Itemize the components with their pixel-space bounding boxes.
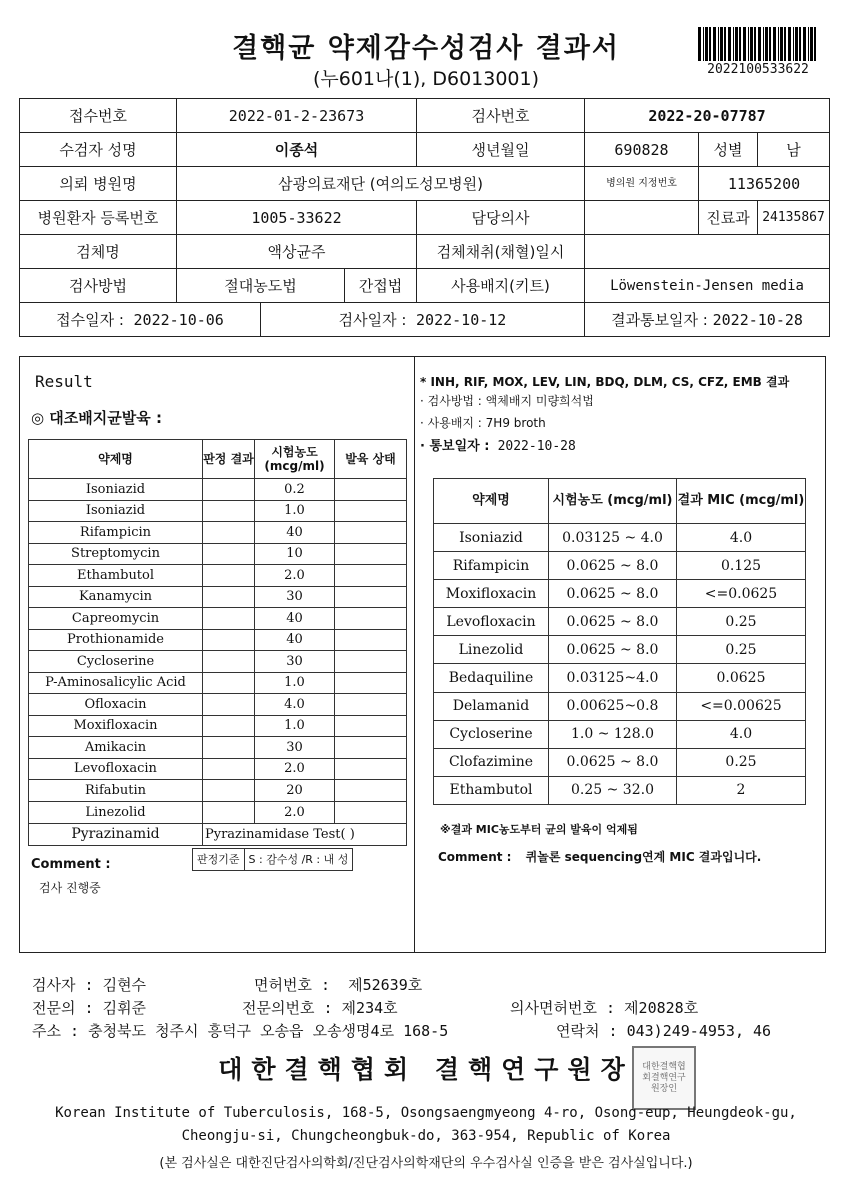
patient-name: 이종석 bbox=[177, 133, 417, 167]
absolute-concentration-table bbox=[28, 439, 407, 824]
received-label: 접수일자 : bbox=[56, 311, 124, 329]
tested-date-cell bbox=[261, 303, 585, 337]
table-row bbox=[434, 524, 806, 552]
cell-conc: 30 bbox=[255, 651, 335, 673]
specimen-value: 액상균주 bbox=[177, 235, 417, 269]
specimen-label: 검체명 bbox=[20, 235, 177, 269]
absolute-concentration-rows bbox=[29, 479, 407, 824]
specialist-no-label: 전문의번호 : bbox=[242, 999, 333, 1017]
reported-label: 결과통보일자 : bbox=[611, 311, 708, 329]
doctor-value bbox=[585, 201, 699, 235]
organization-name: 대한결핵협회 결핵연구원장 bbox=[218, 1055, 634, 1084]
doctor-license-line bbox=[510, 997, 698, 1018]
address-label: 주소 : bbox=[32, 1022, 80, 1040]
control-growth-title: ◎ 대조배지균발육 : bbox=[31, 409, 162, 427]
table-row bbox=[29, 651, 407, 673]
received-date: 2022-10-06 bbox=[133, 311, 224, 329]
cell-drug: Ofloxacin bbox=[29, 694, 203, 716]
cell-growth bbox=[335, 629, 407, 651]
cell-growth bbox=[335, 737, 407, 759]
cell-growth bbox=[335, 694, 407, 716]
address-value: 충청북도 청주시 흥덕구 오송읍 오송생명4로 168-5 bbox=[88, 1022, 449, 1040]
sex-label: 성별 bbox=[699, 133, 758, 167]
mic-report-date: 2022-10-28 bbox=[497, 439, 576, 454]
table-row bbox=[29, 500, 407, 522]
pza-drug: Pyrazinamid bbox=[29, 824, 203, 846]
mic-table bbox=[433, 478, 806, 805]
mic-cell-conc: 0.0625 ~ 8.0 bbox=[549, 636, 677, 664]
cell-drug: Capreomycin bbox=[29, 608, 203, 630]
col-drug-header: 약제명 bbox=[29, 440, 203, 479]
mic-cell-drug: Delamanid bbox=[434, 692, 549, 720]
judge-value: S : 감수성 /R : 내 성 bbox=[248, 853, 349, 866]
mic-cell-drug: Bedaquiline bbox=[434, 664, 549, 692]
cell-result bbox=[203, 651, 255, 673]
mic-cell-drug: Clofazimine bbox=[434, 748, 549, 776]
patient-name-label: 수검자 성명 bbox=[20, 133, 177, 167]
cell-drug: Isoniazid bbox=[29, 500, 203, 522]
table-row bbox=[29, 565, 407, 587]
cell-result bbox=[203, 801, 255, 823]
cell-conc: 40 bbox=[255, 522, 335, 544]
mic-medium: · 사용배지 : 7H9 broth bbox=[420, 416, 546, 430]
hospital-name: 삼광의료재단 (여의도성모병원) bbox=[177, 167, 585, 201]
col-growth-header: 발육 상태 bbox=[335, 440, 407, 479]
hospital-id-label: 병의원 지정번호 bbox=[585, 167, 699, 201]
specialist-line bbox=[32, 997, 146, 1018]
mic-cell-conc: 0.0625 ~ 8.0 bbox=[549, 580, 677, 608]
table-row bbox=[29, 737, 407, 759]
reported-date: 2022-10-28 bbox=[712, 311, 803, 329]
sex-value: 남 bbox=[758, 133, 830, 167]
table-row bbox=[29, 801, 407, 823]
cell-drug: Levofloxacin bbox=[29, 758, 203, 780]
comment-label-right: Comment : bbox=[438, 850, 512, 864]
mic-cell-mic: 2 bbox=[677, 776, 806, 804]
license-no: 제52639호 bbox=[348, 976, 423, 994]
comment-right bbox=[438, 848, 761, 865]
cell-conc: 30 bbox=[255, 586, 335, 608]
mic-note: ※결과 MIC농도부터 균의 발육이 억제됨 bbox=[440, 823, 638, 836]
tester-name: 김현수 bbox=[102, 976, 147, 994]
contact-value: 043)249-4953, 46 bbox=[626, 1022, 772, 1040]
tester-label: 검사자 : bbox=[32, 976, 94, 994]
receipt-no: 2022-01-2-23673 bbox=[177, 99, 417, 133]
mic-cell-conc: 0.03125 ~ 4.0 bbox=[549, 524, 677, 552]
doctor-license-label: 의사면허번호 : bbox=[510, 999, 616, 1017]
cell-conc: 0.2 bbox=[255, 479, 335, 501]
mic-method: · 검사방법 : 액체배지 미량희석법 bbox=[420, 394, 594, 408]
dept-value: 24135867 bbox=[758, 201, 830, 235]
cell-growth bbox=[335, 758, 407, 780]
mic-cell-mic: 4.0 bbox=[677, 524, 806, 552]
address-line bbox=[32, 1020, 448, 1041]
cell-conc: 20 bbox=[255, 780, 335, 802]
tester-line bbox=[32, 974, 146, 995]
medium-label: 사용배지(키트) bbox=[417, 269, 585, 303]
cell-drug: Rifampicin bbox=[29, 522, 203, 544]
cell-result bbox=[203, 543, 255, 565]
table-row bbox=[29, 543, 407, 565]
judgment-criteria bbox=[192, 848, 353, 871]
cell-conc: 10 bbox=[255, 543, 335, 565]
tested-date: 2022-10-12 bbox=[416, 311, 507, 329]
cell-drug: Kanamycin bbox=[29, 586, 203, 608]
specialist-name: 김휘준 bbox=[102, 999, 147, 1017]
cell-result bbox=[203, 780, 255, 802]
barcode-icon bbox=[698, 27, 818, 61]
document-code: (누601나(1), D6013001) bbox=[312, 68, 540, 90]
mic-cell-drug: Linezolid bbox=[434, 636, 549, 664]
pza-test: Pyrazinamidase Test( ) bbox=[203, 824, 407, 846]
mic-cell-drug: Moxifloxacin bbox=[434, 580, 549, 608]
mic-cell-mic: <=0.0625 bbox=[677, 580, 806, 608]
table-row bbox=[29, 780, 407, 802]
result-title: Result bbox=[35, 372, 93, 391]
medium-value: Löwenstein-Jensen media bbox=[585, 269, 830, 303]
cell-drug: P-Aminosalicylic Acid bbox=[29, 672, 203, 694]
seal-text: 대한결핵협회결핵연구원장인 bbox=[642, 1061, 686, 1094]
english-address-2: Cheongju-si, Chungcheongbuk-do, 363-954, Republic of Korea bbox=[181, 1128, 671, 1144]
cell-growth bbox=[335, 715, 407, 737]
cell-growth bbox=[335, 522, 407, 544]
received-date-cell bbox=[20, 303, 261, 337]
mic-col-drug-header: 약제명 bbox=[434, 479, 549, 524]
cell-growth bbox=[335, 780, 407, 802]
cell-conc: 2.0 bbox=[255, 758, 335, 780]
table-row bbox=[434, 608, 806, 636]
table-row bbox=[29, 586, 407, 608]
mic-drug-list: * INH, RIF, MOX, LEV, LIN, BDQ, DLM, CS, CFZ, EMB 결과 bbox=[420, 375, 790, 389]
table-row bbox=[29, 608, 407, 630]
table-row bbox=[434, 580, 806, 608]
cell-drug: Ethambutol bbox=[29, 565, 203, 587]
cell-growth bbox=[335, 565, 407, 587]
table-row bbox=[434, 776, 806, 804]
cell-conc: 1.0 bbox=[255, 500, 335, 522]
cell-drug: Linezolid bbox=[29, 801, 203, 823]
mic-cell-mic: 4.0 bbox=[677, 720, 806, 748]
table-row bbox=[29, 715, 407, 737]
method-absolute: 절대농도법 bbox=[177, 269, 345, 303]
reg-no-label: 병원환자 등록번호 bbox=[20, 201, 177, 235]
method-label: 검사방법 bbox=[20, 269, 177, 303]
cell-drug: Rifabutin bbox=[29, 780, 203, 802]
reg-no: 1005-33622 bbox=[177, 201, 417, 235]
cell-result bbox=[203, 479, 255, 501]
mic-report-label: · 통보일자 : bbox=[420, 439, 490, 454]
cell-drug: Moxifloxacin bbox=[29, 715, 203, 737]
barcode-number: 2022100533622 bbox=[707, 62, 809, 77]
test-no: 2022-20-07787 bbox=[585, 99, 830, 133]
cell-conc: 40 bbox=[255, 629, 335, 651]
cell-conc: 2.0 bbox=[255, 565, 335, 587]
doctor-label: 담당의사 bbox=[417, 201, 585, 235]
mic-cell-drug: Ethambutol bbox=[434, 776, 549, 804]
table-row bbox=[29, 694, 407, 716]
mic-cell-conc: 0.0625 ~ 8.0 bbox=[549, 608, 677, 636]
table-row bbox=[434, 664, 806, 692]
method-indirect: 간접법 bbox=[345, 269, 417, 303]
collect-value bbox=[585, 235, 830, 269]
mic-cell-conc: 0.0625 ~ 8.0 bbox=[549, 552, 677, 580]
panel-divider bbox=[414, 356, 415, 952]
collect-label: 검체채취(채혈)일시 bbox=[417, 235, 585, 269]
contact-label: 연락처 : bbox=[556, 1022, 618, 1040]
table-row bbox=[29, 758, 407, 780]
doctor-license-no: 제20828호 bbox=[624, 999, 699, 1017]
cell-drug: Isoniazid bbox=[29, 479, 203, 501]
contact-line bbox=[556, 1020, 771, 1041]
mic-col-result-header: 결과 MIC (mcg/ml) bbox=[677, 479, 806, 524]
col-result-header: 판정 결과 bbox=[203, 440, 255, 479]
cell-conc: 40 bbox=[255, 608, 335, 630]
mic-cell-mic: 0.25 bbox=[677, 636, 806, 664]
comment-label-left: Comment : bbox=[31, 857, 111, 872]
mic-cell-conc: 0.0625 ~ 8.0 bbox=[549, 748, 677, 776]
comment-value-right: 퀴놀론 sequencing연계 MIC 결과입니다. bbox=[525, 850, 762, 864]
table-row bbox=[434, 692, 806, 720]
cell-drug: Amikacin bbox=[29, 737, 203, 759]
cell-growth bbox=[335, 586, 407, 608]
pyrazinamide-table bbox=[28, 823, 407, 846]
official-seal-icon bbox=[632, 1046, 696, 1110]
cell-growth bbox=[335, 500, 407, 522]
specialist-label: 전문의 : bbox=[32, 999, 94, 1017]
mic-cell-conc: 0.00625~0.8 bbox=[549, 692, 677, 720]
mic-report-date-line bbox=[420, 435, 576, 454]
cell-growth bbox=[335, 543, 407, 565]
patient-info-table bbox=[19, 98, 830, 337]
mic-rows bbox=[434, 524, 806, 805]
cell-result bbox=[203, 737, 255, 759]
cell-conc: 4.0 bbox=[255, 694, 335, 716]
cell-result bbox=[203, 629, 255, 651]
cell-result bbox=[203, 500, 255, 522]
col-conc-header: 시험농도 (mcg/ml) bbox=[255, 440, 335, 479]
table-row bbox=[434, 748, 806, 776]
cell-result bbox=[203, 608, 255, 630]
cell-result bbox=[203, 694, 255, 716]
document-title: 결핵균 약제감수성검사 결과서 bbox=[232, 33, 620, 64]
hospital-label: 의뢰 병원명 bbox=[20, 167, 177, 201]
dept-label: 진료과 bbox=[699, 201, 758, 235]
license-line bbox=[254, 974, 422, 995]
table-row bbox=[434, 720, 806, 748]
cell-conc: 30 bbox=[255, 737, 335, 759]
mic-cell-drug: Cycloserine bbox=[434, 720, 549, 748]
test-no-label: 검사번호 bbox=[417, 99, 585, 133]
mic-cell-conc: 0.03125~4.0 bbox=[549, 664, 677, 692]
mic-cell-mic: 0.25 bbox=[677, 748, 806, 776]
cell-conc: 1.0 bbox=[255, 672, 335, 694]
specialist-no-line bbox=[242, 997, 398, 1018]
cell-drug: Prothionamide bbox=[29, 629, 203, 651]
cell-growth bbox=[335, 672, 407, 694]
judge-label: 판정기준 bbox=[193, 849, 245, 870]
table-row bbox=[29, 479, 407, 501]
table-row bbox=[434, 552, 806, 580]
cell-growth bbox=[335, 651, 407, 673]
reported-date-cell bbox=[585, 303, 830, 337]
certification-note: (본 검사실은 대한진단검사의학회/진단검사의학재단의 우수검사실 인증을 받은 검사실입니다.) bbox=[159, 1156, 693, 1171]
mic-cell-mic: 0.0625 bbox=[677, 664, 806, 692]
mic-cell-drug: Isoniazid bbox=[434, 524, 549, 552]
cell-result bbox=[203, 672, 255, 694]
cell-result bbox=[203, 522, 255, 544]
mic-cell-mic: 0.25 bbox=[677, 608, 806, 636]
cell-drug: Cycloserine bbox=[29, 651, 203, 673]
mic-cell-mic: <=0.00625 bbox=[677, 692, 806, 720]
table-row bbox=[29, 672, 407, 694]
cell-result bbox=[203, 586, 255, 608]
tested-label: 검사일자 : bbox=[338, 311, 407, 329]
comment-value-left: 검사 진행중 bbox=[39, 881, 101, 895]
receipt-no-label: 접수번호 bbox=[20, 99, 177, 133]
table-row bbox=[434, 636, 806, 664]
table-row bbox=[29, 522, 407, 544]
mic-cell-mic: 0.125 bbox=[677, 552, 806, 580]
mic-cell-drug: Levofloxacin bbox=[434, 608, 549, 636]
license-label: 면허번호 : bbox=[254, 976, 331, 994]
cell-result bbox=[203, 565, 255, 587]
mic-cell-conc: 1.0 ~ 128.0 bbox=[549, 720, 677, 748]
cell-conc: 1.0 bbox=[255, 715, 335, 737]
cell-result bbox=[203, 758, 255, 780]
specialist-no: 제234호 bbox=[341, 999, 398, 1017]
cell-drug: Streptomycin bbox=[29, 543, 203, 565]
cell-growth bbox=[335, 479, 407, 501]
mic-col-conc-header: 시험농도 (mcg/ml) bbox=[549, 479, 677, 524]
birth-label: 생년월일 bbox=[417, 133, 585, 167]
hospital-id: 11365200 bbox=[699, 167, 830, 201]
cell-result bbox=[203, 715, 255, 737]
birth-date: 690828 bbox=[585, 133, 699, 167]
table-row bbox=[29, 629, 407, 651]
mic-cell-drug: Rifampicin bbox=[434, 552, 549, 580]
mic-cell-conc: 0.25 ~ 32.0 bbox=[549, 776, 677, 804]
cell-growth bbox=[335, 608, 407, 630]
english-address-1: Korean Institute of Tuberculosis, 168-5, Osongsaengmyeong 4-ro, Osong-eup, Heungdeok-gu, bbox=[55, 1105, 797, 1121]
cell-conc: 2.0 bbox=[255, 801, 335, 823]
cell-growth bbox=[335, 801, 407, 823]
